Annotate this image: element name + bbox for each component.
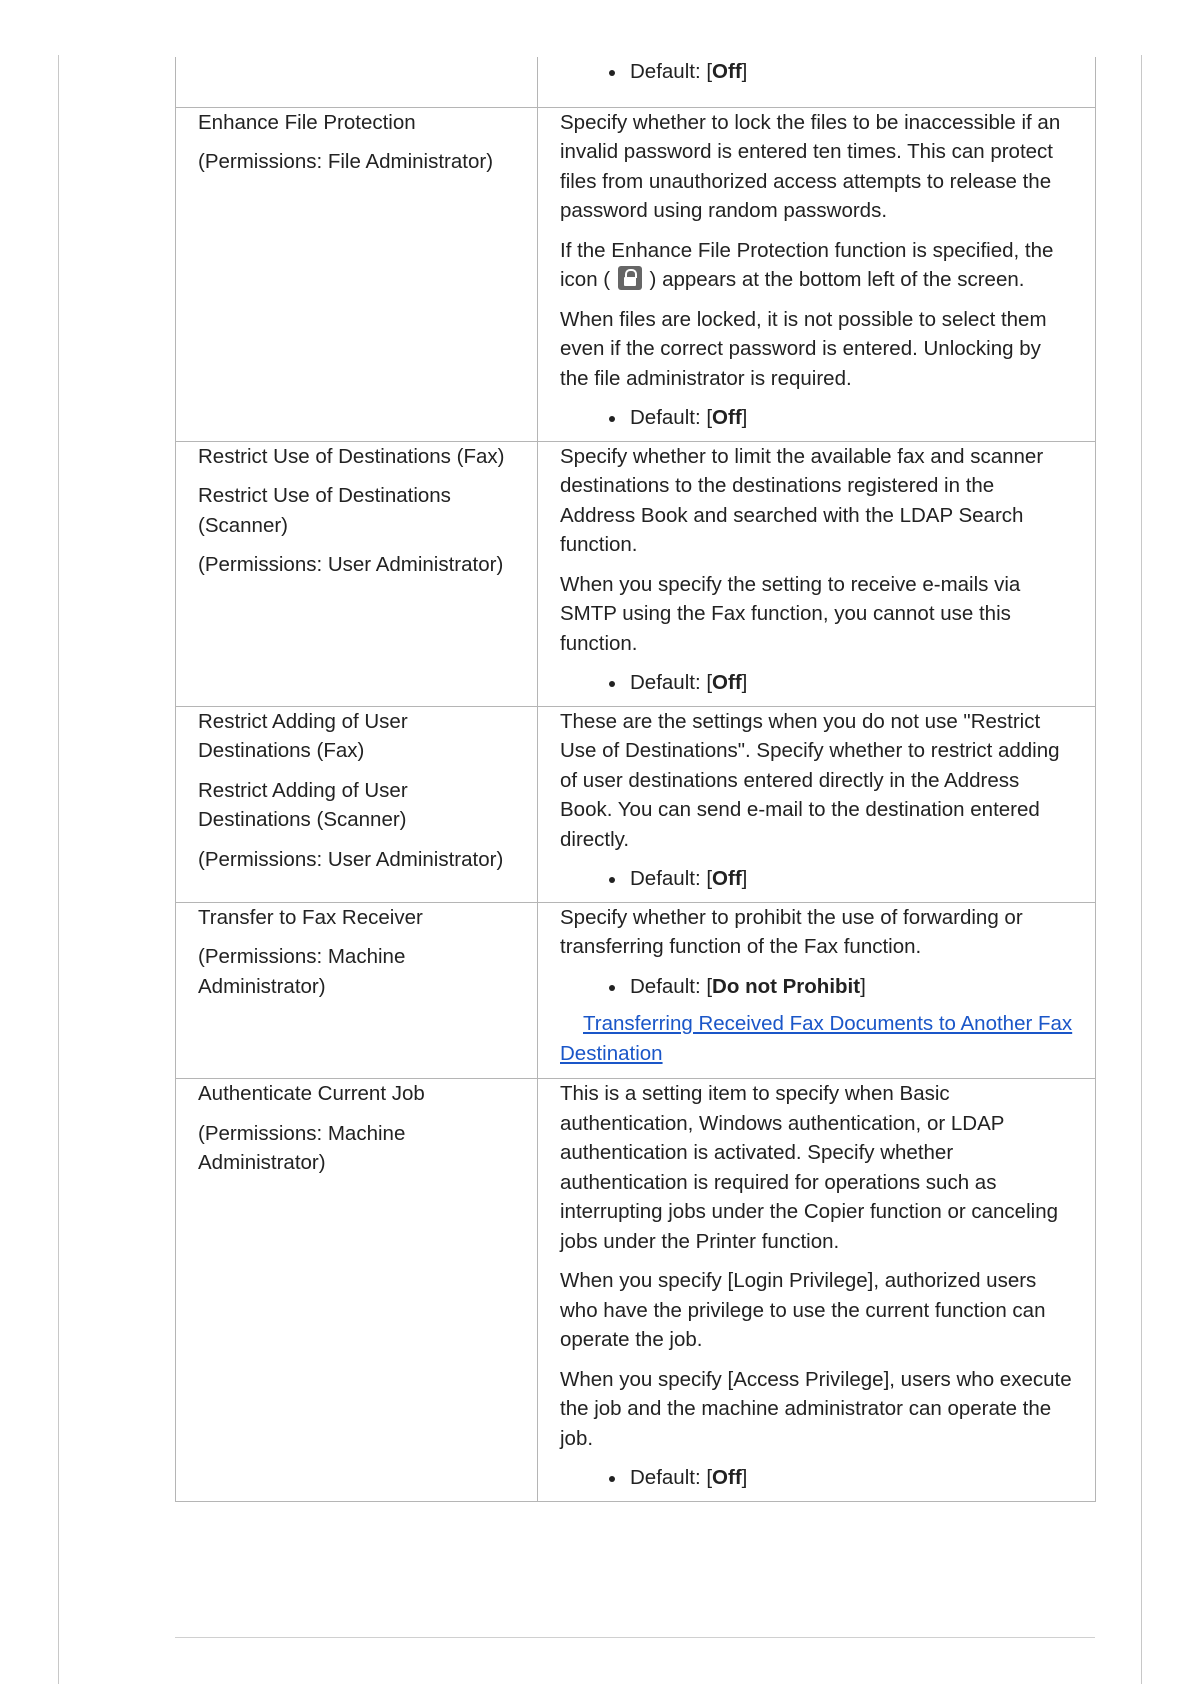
setting-description-cell xyxy=(538,706,1096,902)
setting-permissions: (Permissions: User Administrator) xyxy=(198,553,504,576)
page-right-border xyxy=(1141,55,1142,1684)
default-list xyxy=(560,1463,1073,1493)
table-row xyxy=(176,1079,1096,1502)
description-paragraph: If the Enhance File Protection function is specified, the icon ( ) appears at the bottom left of the screen. xyxy=(560,238,1054,291)
setting-name: Authenticate Current Job xyxy=(198,1082,425,1105)
default-value: Off xyxy=(712,60,742,83)
table-row xyxy=(176,441,1096,706)
default-value-item: Default: [Off] xyxy=(630,403,1073,433)
setting-name-cell xyxy=(176,706,538,902)
description-paragraph: When you specify [Login Privilege], authorized users who have the privilege to use the current function can operate the job. xyxy=(560,1269,1046,1351)
related-link-paragraph xyxy=(560,1009,1073,1068)
description-paragraph: These are the settings when you do not use "Restrict Use of Destinations". Specify whether to restrict adding of user destinations entered directly in the Address Book. You can send e-mail to the destination entered directly. xyxy=(560,709,1060,851)
setting-name-cell xyxy=(176,441,538,706)
description-paragraph: When you specify [Access Privilege], users who execute the job and the machine administrator can operate the job. xyxy=(560,1367,1072,1450)
description-paragraph: When you specify the setting to receive e-mails via SMTP using the Fax function, you cannot use this function. xyxy=(560,572,1021,655)
setting-description-cell xyxy=(538,1079,1096,1502)
default-value: Off xyxy=(712,406,742,429)
default-value: Off xyxy=(712,867,742,890)
table-bottom-rule xyxy=(175,1637,1095,1638)
setting-name: Enhance File Protection xyxy=(198,110,416,134)
setting-description-cell xyxy=(538,902,1096,1079)
description-paragraph: This is a setting item to specify when Basic authentication, Windows authentication, or LDAP authentication is activated. Specify whether authentication is required for operations such as interrupting jobs under the Copier function or canceling jobs under the Printer function. xyxy=(560,1082,1058,1253)
table-row xyxy=(176,107,1096,441)
setting-name: Restrict Use of Destinations (Fax) xyxy=(198,444,505,468)
default-value: Do not Prohibit xyxy=(712,974,861,998)
default-value: Off xyxy=(712,1466,742,1489)
default-value: Off xyxy=(712,671,742,694)
setting-description-cell xyxy=(538,441,1096,706)
setting-permissions: (Permissions: User Administrator) xyxy=(198,847,504,871)
table-row xyxy=(176,902,1096,1079)
related-topic-link[interactable]: Transferring Received Fax Documents to Another Fax Destination xyxy=(560,1012,1073,1065)
default-value-item: Default: [Off] xyxy=(630,57,1073,87)
default-list xyxy=(560,403,1073,433)
setting-permissions: (Permissions: Machine Administrator) xyxy=(198,1121,406,1174)
description-paragraph: Specify whether to prohibit the use of forwarding or transferring function of the Fax function. xyxy=(560,905,1023,958)
default-value-item: Default: [Do not Prohibit] xyxy=(630,972,1073,1002)
table-row xyxy=(176,57,1096,107)
description-paragraph: Specify whether to lock the files to be inaccessible if an invalid password is entered ten times. This can protect files from unauthorized access attempts to release the password using random passwords. xyxy=(560,110,1061,222)
description-paragraph: When files are locked, it is not possible to select them even if the correct password is entered. Unlocking by the file administrator is required. xyxy=(560,307,1047,390)
setting-name-cell xyxy=(176,57,538,107)
setting-permissions: (Permissions: Machine Administrator) xyxy=(198,945,406,998)
setting-description-cell xyxy=(538,107,1096,441)
default-list xyxy=(560,864,1073,894)
default-list xyxy=(560,972,1073,1002)
default-value-item: Default: [Off] xyxy=(630,1463,1073,1493)
default-list xyxy=(560,668,1073,698)
setting-name: Restrict Adding of User Destinations (Scanner) xyxy=(198,778,408,831)
setting-name: Restrict Use of Destinations (Scanner) xyxy=(198,484,451,537)
lock-icon xyxy=(618,266,642,290)
setting-name: Transfer to Fax Receiver xyxy=(198,905,423,929)
settings-table xyxy=(175,57,1096,1502)
description-paragraph: Specify whether to limit the available fax and scanner destinations to the destinations registered in the Address Book and searched with the LDAP Search function. xyxy=(560,444,1044,556)
default-list xyxy=(560,57,1073,87)
setting-name-cell xyxy=(176,902,538,1079)
page-left-border xyxy=(58,55,59,1684)
table-row xyxy=(176,706,1096,902)
setting-description-cell xyxy=(538,57,1096,107)
setting-name-cell xyxy=(176,1079,538,1502)
setting-name: Restrict Adding of User Destinations (Fax) xyxy=(198,709,408,762)
default-value-item: Default: [Off] xyxy=(630,668,1073,698)
setting-permissions: (Permissions: File Administrator) xyxy=(198,150,494,173)
setting-name-cell xyxy=(176,107,538,441)
default-value-item: Default: [Off] xyxy=(630,864,1073,894)
